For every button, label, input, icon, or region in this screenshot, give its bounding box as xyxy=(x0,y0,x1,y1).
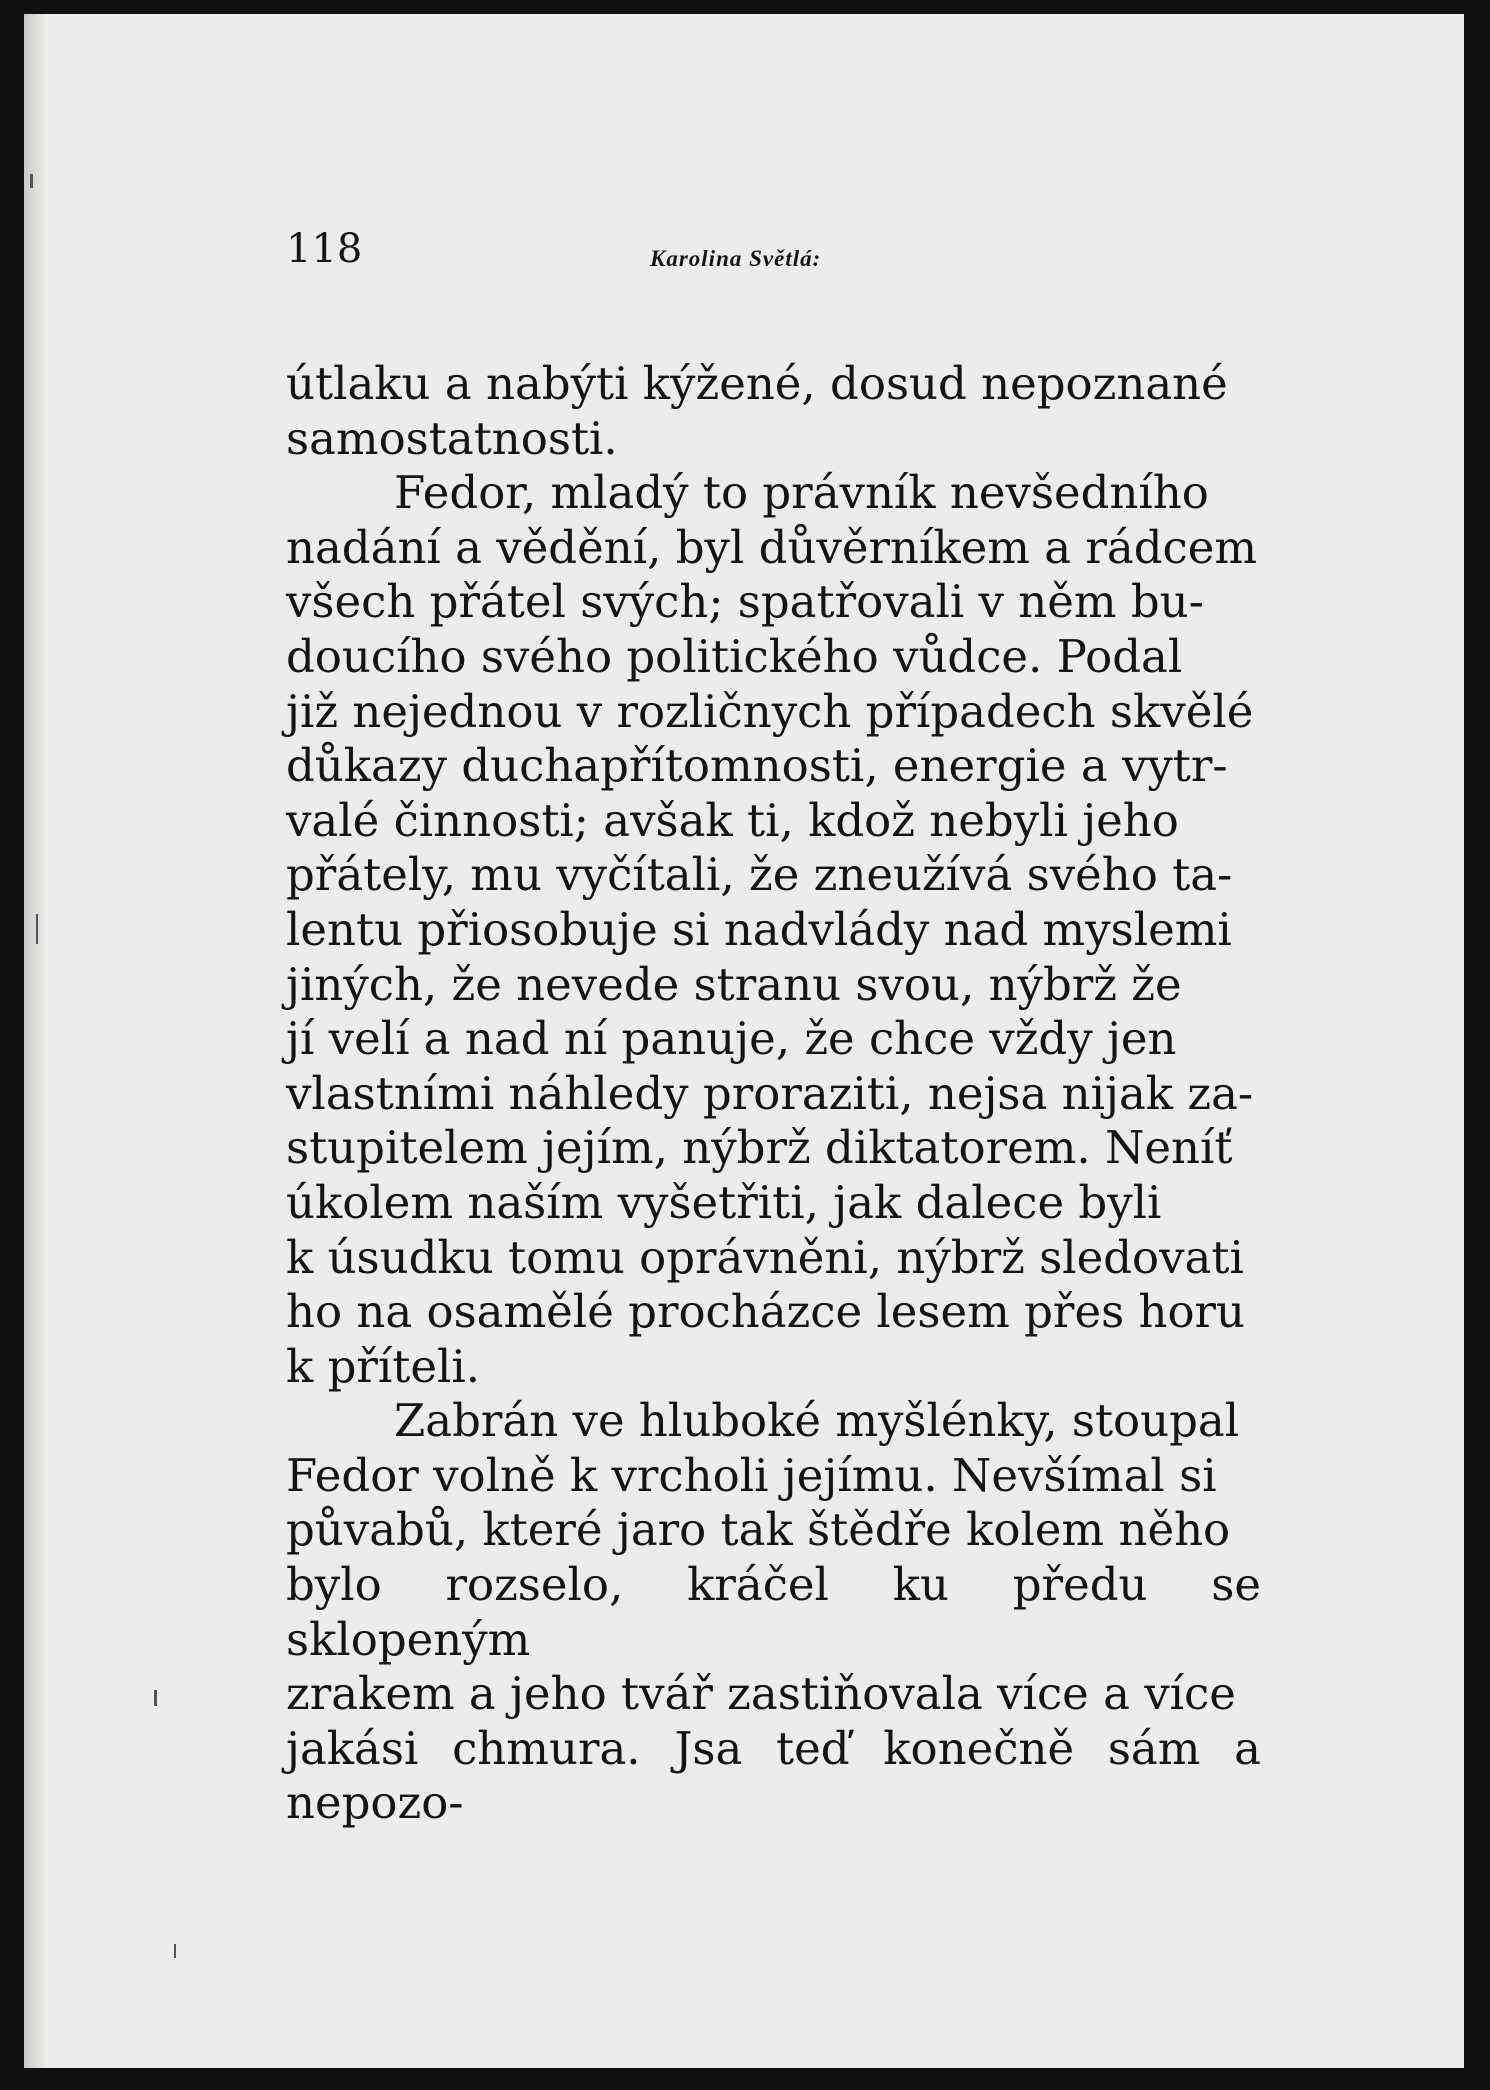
text-line: útlaku a nabýti kýžené, dosud nepoznané xyxy=(286,357,1228,410)
text-line: jiných, že nevede stranu svou, nýbrž že xyxy=(286,957,1182,1011)
page-number: 118 xyxy=(286,226,363,272)
text-line: valé činnosti; avšak ti, kdož nebyli jeho xyxy=(286,793,1179,847)
text-line: k úsudku tomu oprávněni, nýbrž sledovati xyxy=(286,1230,1244,1284)
text-line: všech přátel svých; spatřovali v něm bu- xyxy=(286,575,1204,629)
text-line: úkolem naším vyšetřiti, jak dalece byli xyxy=(286,1175,1162,1229)
paragraph xyxy=(286,466,1261,1394)
margin-speck xyxy=(154,1690,157,1706)
text-line: vlastními náhledy proraziti, nejsa nijak za- xyxy=(286,1066,1254,1120)
text-line: nadání a vědění, byl důvěrníkem a rádcem xyxy=(286,520,1258,574)
margin-speck xyxy=(30,174,33,188)
text-line: zrakem a jeho tvář zastiňovala více a více xyxy=(286,1667,1236,1721)
margin-speck xyxy=(174,1944,176,1958)
text-line: bylo rozselo, kráčel ku předu se sklopeným xyxy=(286,1558,1261,1666)
text-line: Zabrán ve hluboké myšlénky, stoupal xyxy=(394,1394,1240,1448)
text-line: ho na osamělé procházce lesem přes horu xyxy=(286,1285,1246,1339)
text-line: půvabů, které jaro tak štědře kolem něho xyxy=(286,1503,1231,1557)
spine-shadow xyxy=(24,14,46,2068)
text-line: stupitelem jejím, nýbrž diktatorem. Neníť xyxy=(286,1121,1233,1175)
text-line: jakási chmura. Jsa teď konečně sám a nepozo- xyxy=(286,1721,1261,1830)
text-line: samostatnosti. xyxy=(286,411,618,465)
margin-speck xyxy=(36,914,38,944)
page-header xyxy=(286,226,1286,296)
text-line: Fedor, mladý to právník nevšedního xyxy=(394,466,1209,520)
paragraph xyxy=(286,357,1261,466)
text-line: Fedor volně k vrcholi jejímu. Nevšímal si xyxy=(286,1448,1217,1502)
running-head: Karolina Světlá: xyxy=(650,246,822,271)
text-line: jí velí a nad ní panuje, že chce vždy jen xyxy=(286,1012,1177,1066)
text-line: k příteli. xyxy=(286,1339,481,1393)
text-line: lentu přiosobuje si nadvlády nad myslemi xyxy=(286,902,1232,956)
body-text xyxy=(286,357,1261,1831)
text-line: již nejednou v rozličnych případech skvělé xyxy=(286,684,1254,738)
text-line: důkazy duchapřítomnosti, energie a vytr- xyxy=(286,739,1228,793)
text-line: přátely, mu vyčítali, že zneužívá svého ta- xyxy=(286,848,1233,902)
paragraph xyxy=(286,1394,1261,1831)
text-line: doucího svého politického vůdce. Podal xyxy=(286,629,1183,683)
